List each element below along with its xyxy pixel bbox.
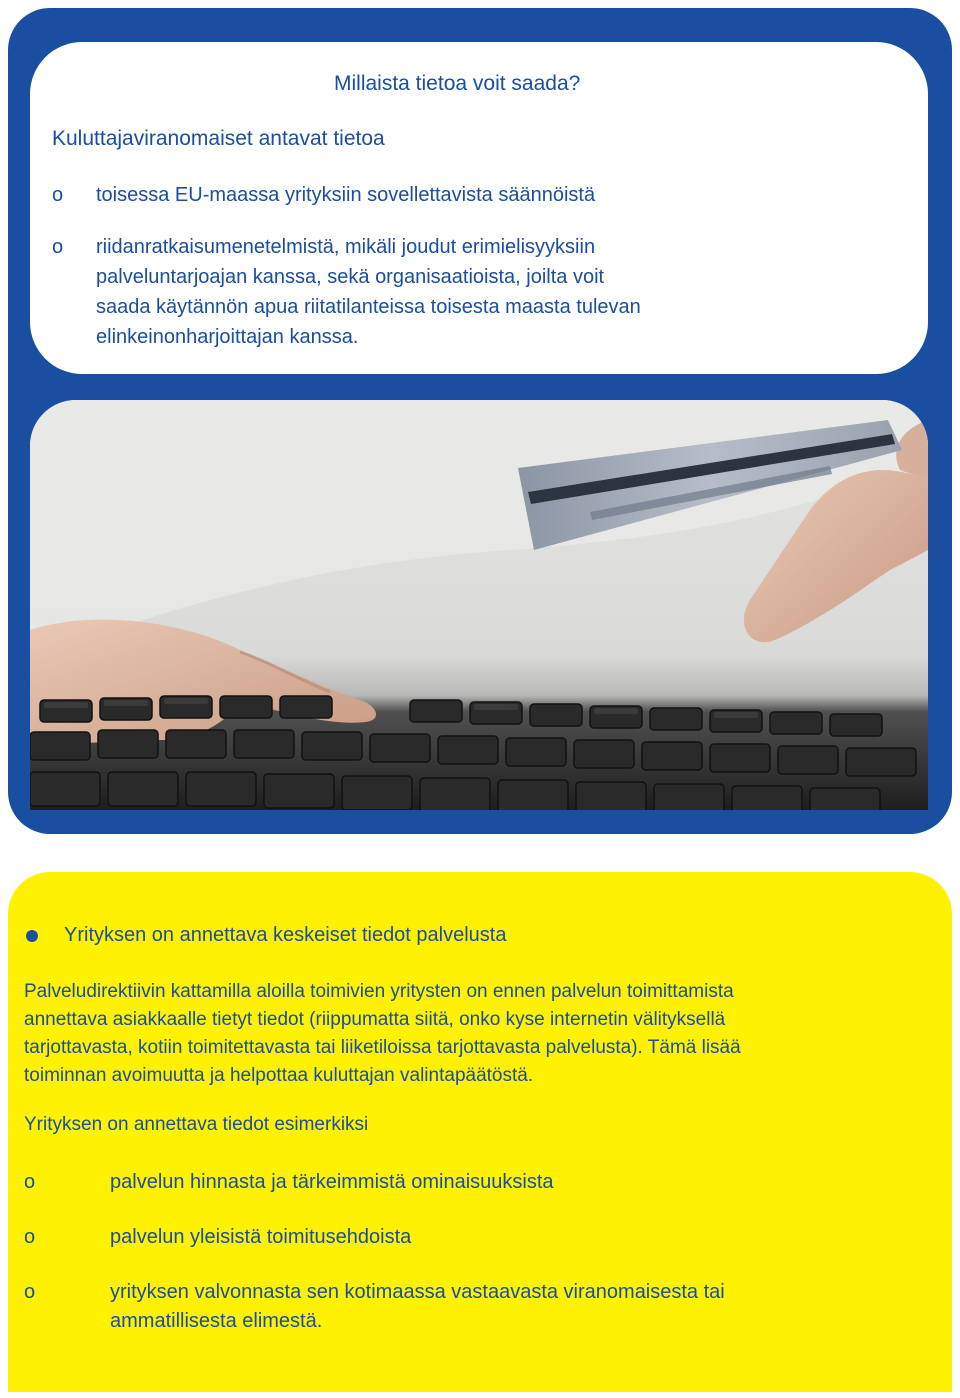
list-item-text: palvelun yleisistä toimitusehdoista (110, 1226, 412, 1248)
paragraph-line: tarjottavasta, kotiin toimitettavasta tai liiketiloissa tarjottavasta palvelusta). Tämä lisää (24, 1037, 741, 1058)
bullet-dot-icon (26, 930, 38, 942)
list-item-text: toisessa EU-maassa yrityksiin sovellettavista säännöistä (96, 184, 596, 206)
list-item (52, 232, 872, 352)
list-item-text: palvelun hinnasta ja tärkeimmistä ominaisuuksista (110, 1171, 554, 1193)
list-item-text: palveluntarjoajan kanssa, sekä organisaatioista, joilta voit (96, 266, 605, 288)
consumer-info-list (52, 180, 872, 374)
section-heading-text: Yrityksen on annettava keskeiset tiedot palvelusta (64, 924, 507, 946)
section-subheading: Yrityksen on annettava tiedot esimerkiksi (24, 1114, 369, 1135)
bullet-circle-icon: o (24, 1171, 36, 1193)
list-item-text: yrityksen valvonnasta sen kotimaassa vastaavasta viranomaisesta tai (110, 1281, 725, 1303)
section-heading (26, 924, 506, 947)
paragraph-line: toiminnan avoimuutta ja helpottaa kuluttajan valintapäätöstä. (24, 1065, 534, 1086)
required-info-list (24, 1168, 904, 1362)
list-item (24, 1278, 904, 1336)
photo-illustration (30, 400, 928, 810)
list-item (24, 1223, 904, 1252)
list-item-text: ammatillisesta elimestä. (110, 1310, 323, 1332)
card-subtitle: Kuluttajaviranomaiset antavat tietoa (52, 127, 385, 150)
card-title: Millaista tietoa voit saada? (334, 72, 581, 95)
credit-card-keyboard-photo (30, 400, 928, 810)
list-item (52, 180, 872, 210)
bullet-circle-icon: o (52, 184, 64, 206)
bullet-circle-icon: o (52, 236, 64, 258)
paragraph-line: annettava asiakkaalle tietyt tiedot (riippumatta siitä, onko kyse internetin välityksellä (24, 1009, 726, 1030)
list-item-text: saada käytännön apua riitatilanteissa toisesta maasta tulevan (96, 296, 641, 318)
section-paragraph (24, 978, 924, 1090)
list-item-text: riidanratkaisumenetelmistä, mikäli joudut erimielisyyksiin (96, 236, 596, 258)
paragraph-line: Palveludirektiivin kattamilla aloilla toimivien yritysten on ennen palvelun toimittamista (24, 981, 734, 1002)
bullet-circle-icon: o (24, 1226, 36, 1248)
bullet-circle-icon: o (24, 1281, 36, 1303)
list-item-text: elinkeinonharjoittajan kanssa. (96, 326, 359, 348)
list-item (24, 1168, 904, 1197)
